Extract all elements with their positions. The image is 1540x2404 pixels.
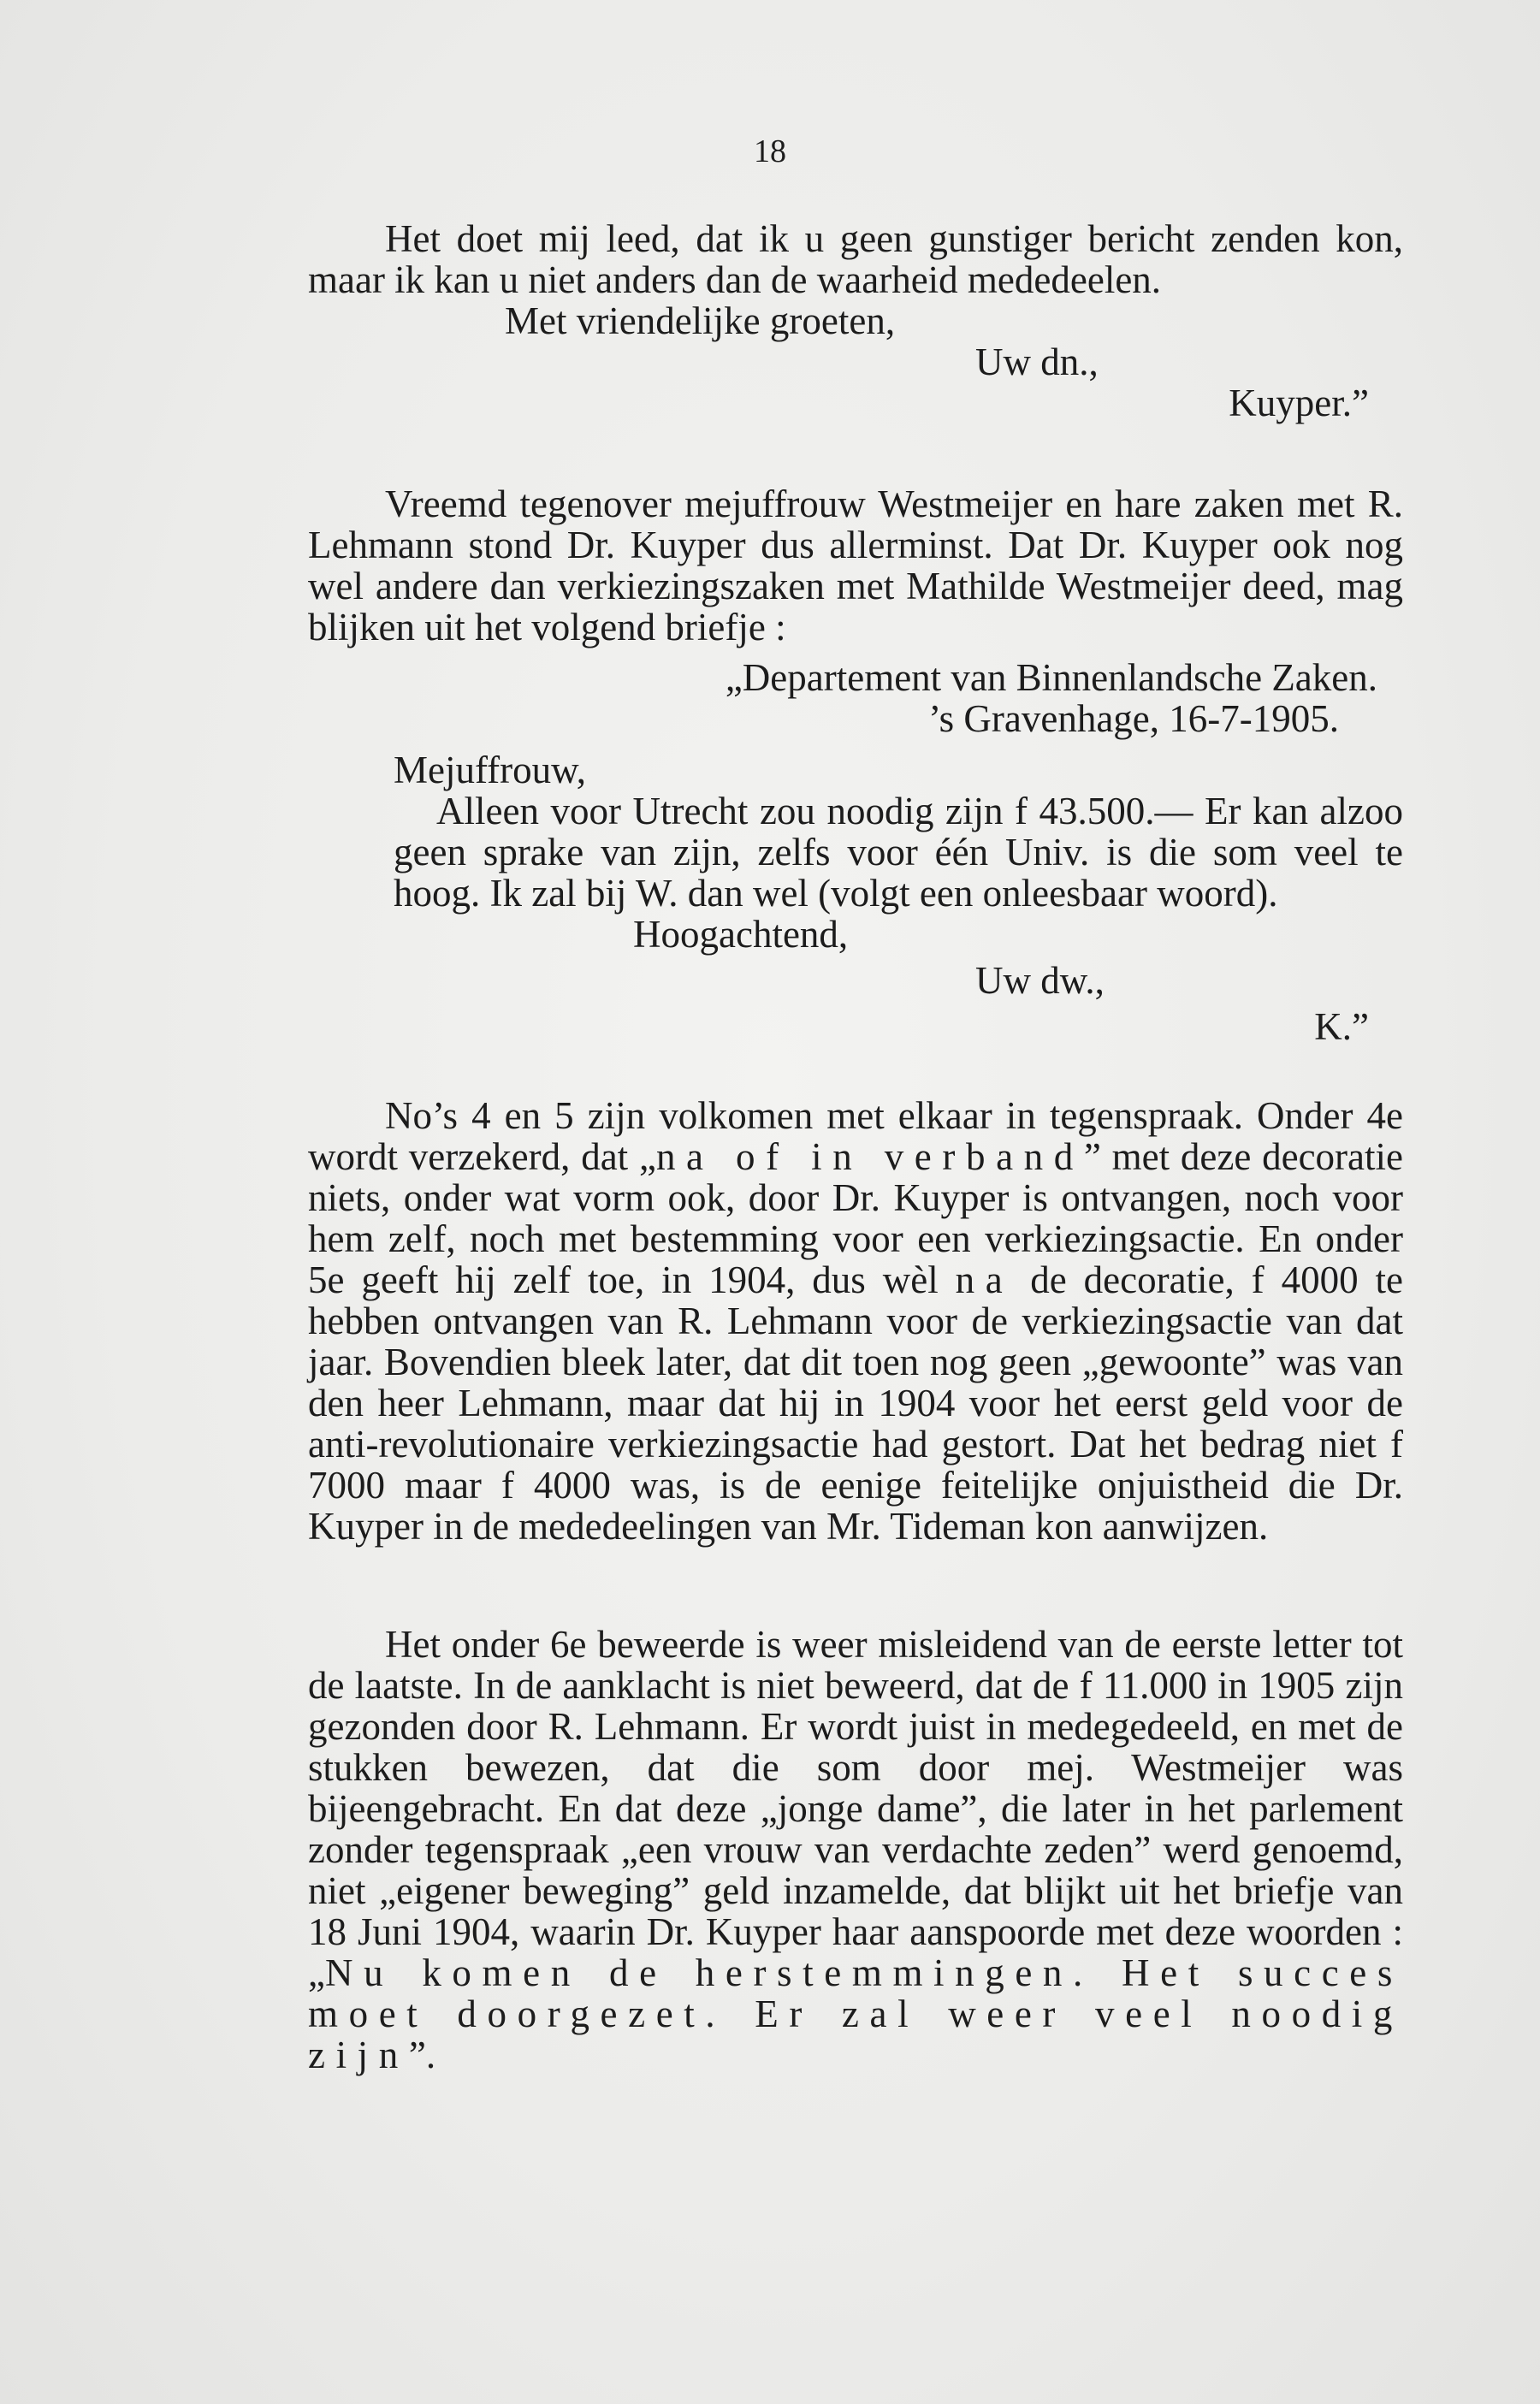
letter1-sign-off: Uw dn., [975, 340, 1099, 383]
letter2-header-department: „Departement van Binnenlandsche Zaken. [725, 656, 1377, 699]
paragraph1-text: Vreemd tegenover mejuffrouw Westmeijer en hare zaken met R. Lehmann stond Dr. Kuyper dus allerminst. Dat Dr. Kuyper ook nog wel andere dan verkiezingszaken met Mathilde Westmeijer deed, mag blijken uit het volgend briefje : [308, 483, 1403, 648]
paragraph2-part-c: de decoratie, f 4000 te hebben ontvangen van R. Lehmann voor de verkiezingsactie van dat jaar. Bovendien bleek later, dat dit toen nog geen „gewoonte” was van den heer Lehmann, maar dat hij in 1904 voor het eerst geld voor de anti-revolutionaire verkiezingsactie had gestort. Dat het bedrag niet f 7000 maar f 4000 was, is de eenige feitelijke onjuistheid die Dr. Kuyper in de mededeelingen van Mr. Tideman kon aanwijzen. [308, 1258, 1403, 1548]
paragraph2-spaced-na-of-in-verband: na of in verband [655, 1135, 1084, 1178]
paragraph-2 [308, 1095, 1403, 1547]
paragraph3-body: Het onder 6e beweerde is weer misleidend van de eerste letter tot de laatste. In de aanklacht is niet beweerd, dat de f 11.000 in 1905 zijn gezonden door R. Lehmann. Er wordt juist in medegedeeld, en met de stukken bewezen, dat die som door mej. Westmeijer was bijeengebracht. En dat deze „jonge dame”, die later in het parlement zonder tegenspraak „een vrouw van verdachte zeden” werd genoemd, niet „eigener beweging” geld inzamelde, dat blijkt uit het briefje van 18 Juni 1904, waarin Dr. Kuyper haar aanspoorde met deze woorden : „ [308, 1623, 1403, 1994]
letter2-sign-off: Uw dw., [975, 959, 1105, 1002]
letter2-signature: K.” [1314, 1005, 1369, 1048]
letter2-salutation: Mejuffrouw, [394, 749, 586, 791]
letter1-closing: Met vriendelijke groeten, [505, 299, 896, 342]
paragraph3-text [308, 1624, 1403, 2075]
letter2-header-place-date: ’s Gravenhage, 16-7-1905. [928, 697, 1339, 740]
paragraph2-part-b: ” met deze decoratie niets, onder wat vorm ook, door Dr. Kuyper is ontvangen, noch voor hem zelf, noch met bestemming voor een verkiezingsactie. En onder 5e geeft hij zelf toe, in 1904, dus wèl [308, 1135, 1403, 1301]
paragraph3-end: ”. [408, 2034, 436, 2076]
paragraph2-spaced-na: na [955, 1258, 1014, 1301]
letter2-closing: Hoogachtend, [633, 913, 849, 956]
paragraph3-spaced-quote: Nu komen de herstemmingen. Het succes moet doorgezet. Er zal weer veel noodig zijn [308, 1951, 1403, 2076]
paragraph2-part-a: No’s 4 en 5 zijn volkomen met elkaar in tegenspraak. Onder 4e wordt verzekerd, dat „ [308, 1094, 1403, 1178]
paragraph-1 [308, 483, 1403, 648]
paragraph-3 [308, 1624, 1403, 2075]
letter-kuyper-1 [308, 218, 1403, 423]
letter-kuyper-2 [394, 657, 1403, 1047]
page-number: 18 [754, 133, 786, 169]
letter2-body: Alleen voor Utrecht zou noodig zijn f 43.500.— Er kan alzoo geen sprake van zijn, zelfs voor één Univ. is die som veel te hoog. Ik zal bij W. dan wel (volgt een onleesbaar woord). [394, 790, 1403, 915]
letter1-body: Het doet mij leed, dat ik u geen gunstiger bericht zenden kon, maar ik kan u niet anders dan de waarheid mededeelen. [308, 217, 1403, 301]
letter1-signature: Kuyper.” [1229, 382, 1369, 424]
paragraph2-text [308, 1095, 1403, 1547]
